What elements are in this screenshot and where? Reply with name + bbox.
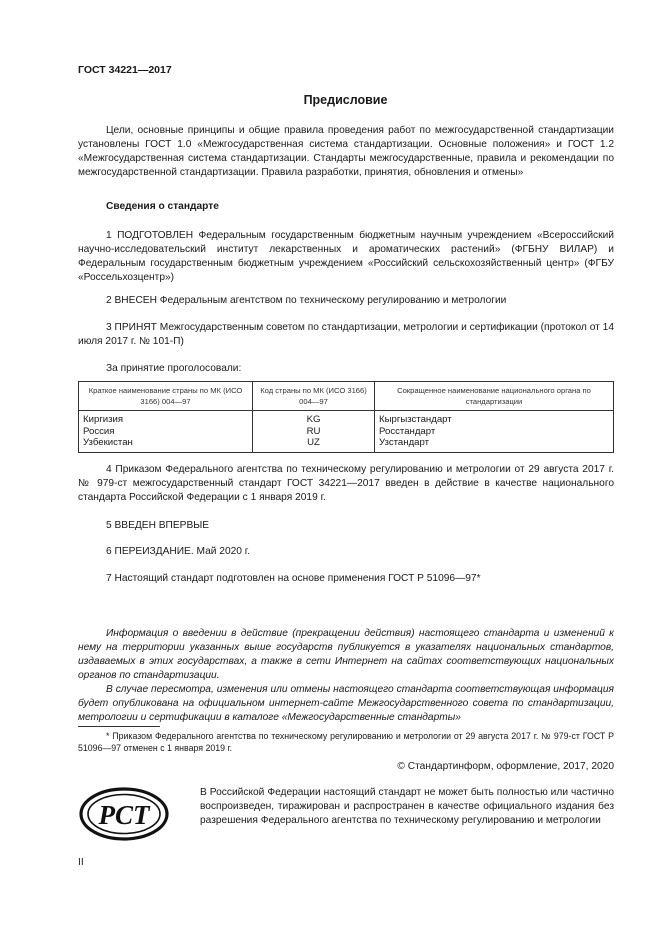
page-number: II: [78, 857, 84, 868]
country-cell: Киргизия: [79, 411, 253, 426]
item-6: 6 ПЕРЕИЗДАНИЕ. Май 2020 г.: [106, 546, 251, 557]
footnote: * Приказом Федерального агентства по техническому регулированию и метрологии от 29 августа 2017 г. № 979-ст ГОСТ Р 51096—97 отменен с 1 января 2019 г.: [78, 731, 614, 753]
rst-logo-icon: [78, 786, 170, 847]
table-header-body: Сокращенное наименование национального органа по стандартизации: [375, 382, 614, 411]
table-row: [79, 411, 614, 426]
notice-paragraph-2: В случае пересмотра, изменения или отмены настоящего стандарта соответствующая информация будет опубликована на официальном интернет-сайте Межгосударственного совета по стандартизации, метрологии и сертификации в каталоге «Межгосударственные стандарты»: [78, 684, 614, 723]
country-cell: Россия: [79, 426, 253, 438]
table-row: [79, 426, 614, 438]
code-cell: RU: [253, 426, 375, 438]
table-header-code: Код страны по МК (ИСО 3166) 004—97: [253, 382, 375, 411]
copyright: © Стандартинформ, оформление, 2017, 2020: [397, 761, 614, 772]
page-title: Предисловие: [303, 93, 388, 107]
code-cell: KG: [253, 411, 375, 426]
footnote-divider: [78, 726, 160, 727]
item-1: 1 ПОДГОТОВЛЕН Федеральным государственным бюджетным научным учреждением «Всероссийский научно-исследовательский институт лекарственных и ароматических растений» (ФГБНУ ВИЛАР) и Федеральным государственным бюджетным учреждением «Российский сельскохозяйственный центр» (ФГБУ «Россельхозцентр»): [78, 230, 614, 283]
country-cell: Узбекистан: [79, 437, 253, 452]
logo-text: РСТ: [98, 800, 150, 830]
info-heading: Сведения о стандарте: [106, 201, 219, 212]
item-2: 2 ВНЕСЕН Федеральным агентством по техническому регулированию и метрологии: [106, 295, 507, 306]
notice-paragraph-1: Информация о введении в действие (прекращении действия) настоящего стандарта и изменений к нему на территории указанных выше государств публикуется в указателях национальных стандартов, издаваемых в этих государствах, а также в сети Интернет на сайтах соответствующих национальных органов по стандартизации.: [78, 628, 614, 681]
code-cell: UZ: [253, 437, 375, 452]
rights-notice: В Российской Федерации настоящий стандарт не может быть полностью или частично воспроизведен, тиражирован и распространен в качестве официального издания без разрешения Федерального агентства по техническому регулированию и метрологии: [200, 787, 614, 826]
item-3: 3 ПРИНЯТ Межгосударственным советом по стандартизации, метрологии и сертификации (протокол от 14 июля 2017 г. № 101-П): [78, 322, 614, 347]
table-header-country: Краткое наименование страны по МК (ИСО 3166) 004—97: [79, 382, 253, 411]
voting-table: [78, 381, 614, 453]
intro-paragraph: Цели, основные принципы и общие правила проведения работ по межгосударственной стандартизации установлены ГОСТ 1.0 «Межгосударственная система стандартизации. Основные положения» и ГОСТ 1.2 «Межгосударственная система стандартизации. Стандарты межгосударственные, правила и рекомендации по межгосударственной стандартизации. Правила разработки, принятия, обновления и отмены»: [78, 125, 614, 178]
item-7: 7 Настоящий стандарт подготовлен на основе применения ГОСТ Р 51096—97*: [106, 573, 481, 584]
body-cell: Кыргызстандарт: [375, 411, 614, 426]
body-cell: Узстандарт: [375, 437, 614, 452]
voted-label: За принятие проголосовали:: [106, 363, 242, 374]
body-cell: Росстандарт: [375, 426, 614, 438]
table-row: [79, 437, 614, 452]
document-code: ГОСТ 34221—2017: [78, 64, 172, 76]
item-4: 4 Приказом Федерального агентства по техническому регулированию и метрологии от 29 августа 2017 г. № 979-ст межгосударственный стандарт ГОСТ 34221—2017 введен в действие в качестве национального стандарта Российской Федерации с 1 января 2019 г.: [78, 464, 614, 503]
item-5: 5 ВВЕДЕН ВПЕРВЫЕ: [106, 520, 210, 531]
